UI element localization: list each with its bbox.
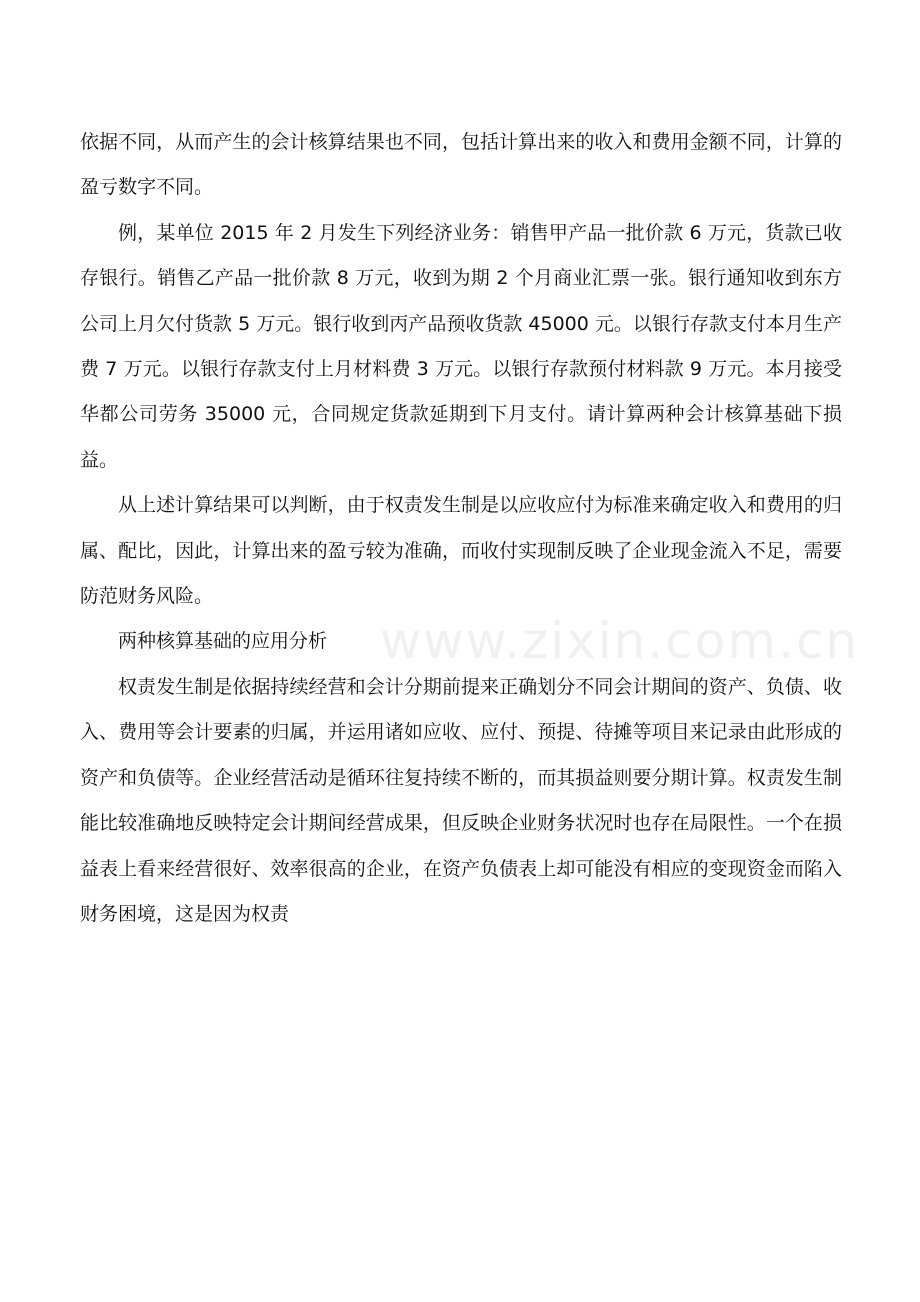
- paragraph-continuation: 依据不同，从而产生的会计核算结果也不同，包括计算出来的收入和费用金额不同，计算的盈亏数字不同。: [80, 131, 842, 199]
- paragraph-conclusion: 从上述计算结果可以判断，由于权责发生制是以应收应付为标准来确定收入和费用的归属、配比，因此，计算出来的盈亏较为准确，而收付实现制反映了企业现金流入不足，需要防范财务风险。: [80, 494, 842, 608]
- paragraph-analysis: 权责发生制是依据持续经营和会计分期前提来正确划分不同会计期间的资产、负债、收入、费用等会计要素的归属，并运用诸如应收、应付、预提、待摊等项目来记录由此形成的资产和负债等。企业经营活动是循环往复持续不断的，而其损益则要分期计算。权责发生制能比较准确地反映特定会计期间经营成果，但反映企业财务状况时也存在局限性。一个在损益表上看来经营很好、效率很高的企业，在资产负债表上却可能没有相应的变现资金而陷入财务困境，这是因为权责: [80, 675, 842, 925]
- watermark: www.zixin.com.cn: [380, 612, 860, 670]
- section-heading: 两种核算基础的应用分析: [118, 630, 328, 653]
- paragraph-example: 例，某单位 2015 年 2 月发生下列经济业务：销售甲产品一批价款 6 万元，货款已收存银行。销售乙产品一批价款 8 万元，收到为期 2 个月商业汇票一张。银行通知收到东方公司上月欠付货款 5 万元。银行收到丙产品预收货款 45000 元。以银行存款支付本月生产费 7 万元。以银行存款支付上月材料费 3 万元。以银行存款预付材料款 9 万元。本月接受华都公司劳务 35000 元，合同规定货款延期到下月支付。请计算两种会计核算基础下损益。: [80, 221, 842, 471]
- document-body: [80, 120, 842, 937]
